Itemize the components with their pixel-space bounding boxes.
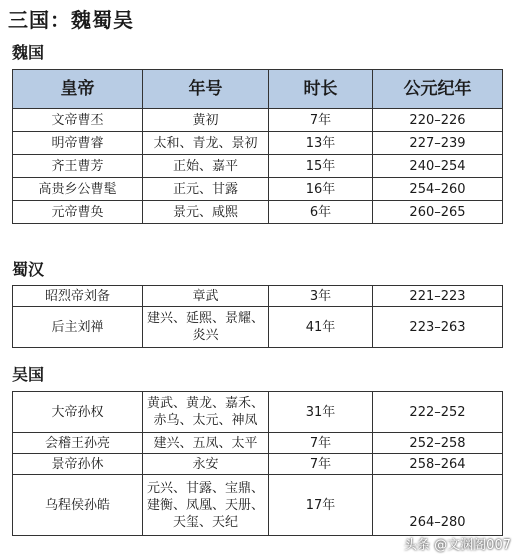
header-era-name: 年号	[143, 70, 269, 109]
years-cell: 221–223	[373, 286, 503, 307]
header-emperor: 皇帝	[13, 70, 143, 109]
duration-cell: 41年	[269, 307, 373, 348]
emperor-cell: 景帝孙休	[13, 454, 143, 475]
table-row	[13, 433, 503, 454]
era-cell: 建兴、五凤、太平	[143, 433, 269, 454]
years-cell: 258–264	[373, 454, 503, 475]
watermark: 头条 @文渊阁007	[404, 538, 511, 553]
table-row	[13, 286, 503, 307]
emperor-cell: 大帝孙权	[13, 392, 143, 433]
duration-cell: 7年	[269, 109, 373, 132]
table-row	[13, 178, 503, 201]
emperor-cell: 会稽王孙亮	[13, 433, 143, 454]
table-row	[13, 392, 503, 433]
years-cell: 260–265	[373, 201, 503, 224]
table-header-row	[13, 70, 503, 109]
era-cell: 章武	[143, 286, 269, 307]
emperor-cell: 文帝曹丕	[13, 109, 143, 132]
years-cell: 240–254	[373, 155, 503, 178]
section-title-shu: 蜀汉	[12, 260, 45, 279]
duration-cell: 13年	[269, 132, 373, 155]
table-row	[13, 155, 503, 178]
era-cell: 永安	[143, 454, 269, 475]
years-cell: 254–260	[373, 178, 503, 201]
emperor-cell: 明帝曹睿	[13, 132, 143, 155]
table-row	[13, 109, 503, 132]
section-title-wu: 吴国	[12, 365, 45, 384]
emperor-cell: 高贵乡公曹髦	[13, 178, 143, 201]
duration-cell: 16年	[269, 178, 373, 201]
era-cell: 景元、咸熙	[143, 201, 269, 224]
table-row	[13, 454, 503, 475]
header-duration: 时长	[269, 70, 373, 109]
emperor-cell: 后主刘禅	[13, 307, 143, 348]
table-row	[13, 475, 503, 536]
era-cell: 建兴、延熙、景耀、炎兴	[143, 307, 269, 348]
page-title: 三国：魏蜀吴	[8, 8, 134, 32]
era-cell: 太和、青龙、景初	[143, 132, 269, 155]
era-cell: 黄初	[143, 109, 269, 132]
years-cell: 227–239	[373, 132, 503, 155]
years-cell: 220–226	[373, 109, 503, 132]
era-cell: 正始、嘉平	[143, 155, 269, 178]
duration-cell: 7年	[269, 454, 373, 475]
emperor-cell: 齐王曹芳	[13, 155, 143, 178]
duration-cell: 17年	[269, 475, 373, 536]
table-row	[13, 132, 503, 155]
era-cell: 正元、甘露	[143, 178, 269, 201]
era-cell: 黄武、黄龙、嘉禾、赤乌、太元、神凤	[143, 392, 269, 433]
emperor-cell: 昭烈帝刘备	[13, 286, 143, 307]
duration-cell: 7年	[269, 433, 373, 454]
duration-cell: 6年	[269, 201, 373, 224]
duration-cell: 15年	[269, 155, 373, 178]
emperor-cell: 元帝曹奂	[13, 201, 143, 224]
duration-cell: 3年	[269, 286, 373, 307]
header-ad-years: 公元纪年	[373, 70, 503, 109]
years-cell: 223–263	[373, 307, 503, 348]
table-row	[13, 201, 503, 224]
shu-emperors-table	[12, 285, 503, 348]
years-cell: 222–252	[373, 392, 503, 433]
years-cell: 264–280	[373, 475, 503, 536]
section-title-wei: 魏国	[12, 43, 45, 62]
table-row	[13, 307, 503, 348]
wei-emperors-table	[12, 69, 503, 224]
wu-emperors-table	[12, 391, 503, 536]
duration-cell: 31年	[269, 392, 373, 433]
years-cell: 252–258	[373, 433, 503, 454]
emperor-cell: 乌程侯孙皓	[13, 475, 143, 536]
era-cell: 元兴、甘露、宝鼎、建衡、凤凰、天册、天玺、天纪	[143, 475, 269, 536]
